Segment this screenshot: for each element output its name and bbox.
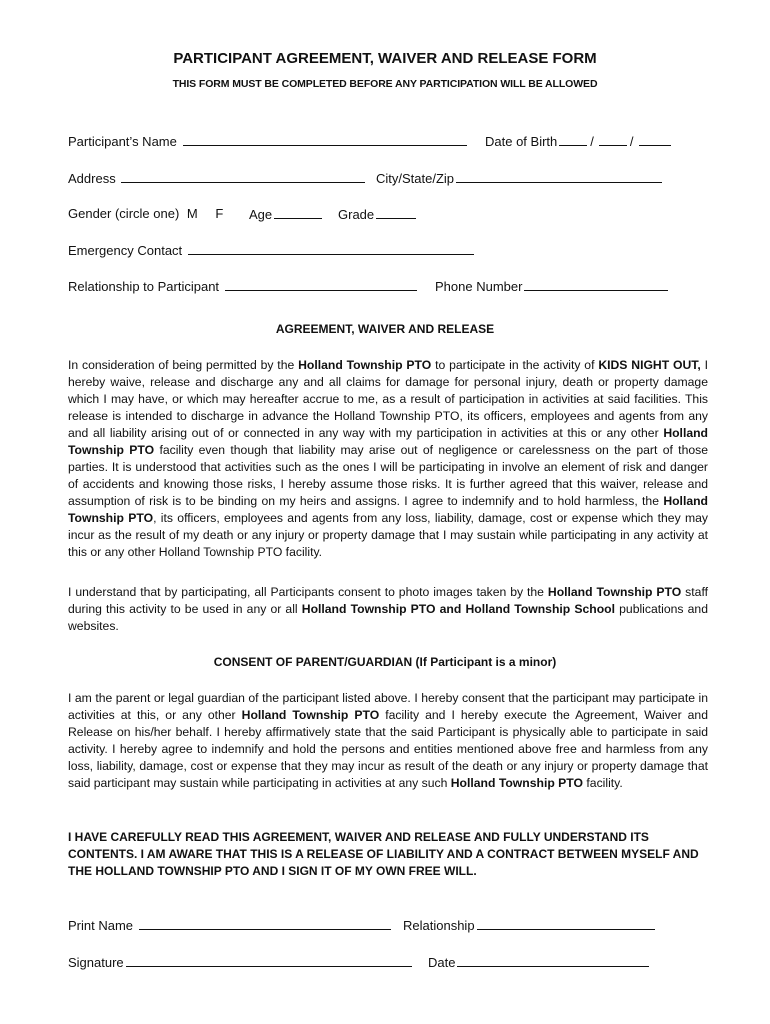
relationship-field[interactable]: [225, 278, 417, 291]
age-row: [249, 206, 322, 223]
age-field[interactable]: [274, 206, 322, 219]
date-label: Date: [428, 955, 456, 970]
print-name-label: Print Name: [68, 918, 134, 933]
grade-field[interactable]: [376, 206, 416, 219]
city-state-zip-field[interactable]: [456, 170, 662, 183]
signature-row: [68, 954, 412, 971]
guardian-relationship-field[interactable]: [477, 917, 655, 930]
signature-label: Signature: [68, 955, 124, 970]
print-name-field[interactable]: [139, 917, 391, 930]
signature-field[interactable]: [126, 954, 412, 967]
city-state-zip-row: [376, 170, 662, 187]
address-label: Address: [68, 171, 116, 186]
participant-name-row: [68, 133, 467, 150]
form-subtitle: THIS FORM MUST BE COMPLETED BEFORE ANY PARTICIPATION WILL BE ALLOWED: [172, 78, 598, 90]
grade-label: Grade: [338, 207, 375, 222]
acknowledgement-statement: I HAVE CAREFULLY READ THIS AGREEMENT, WAIVER AND RELEASE AND FULLY UNDERSTAND ITS CONTENTS. I AM AWARE THAT THIS IS A RELEASE OF LIABILITY AND A CONTRACT BETWEEN MYSELF AND THE HOLLAND TOWNSHIP PTO AND I SIGN IT OF MY OWN FREE WILL.: [68, 830, 699, 878]
date-field[interactable]: [457, 954, 649, 967]
dob-year-field[interactable]: [639, 133, 671, 146]
emergency-contact-field[interactable]: [188, 242, 474, 255]
guardian-relationship-row: [403, 917, 655, 934]
participant-name-label: Participant’s Name: [68, 134, 177, 149]
relationship-label: Relationship to Participant: [68, 279, 220, 294]
consent-paragraph: I am the parent or legal guardian of the participant listed above. I hereby consent that the participant may participate in activities at this, or any other Holland Township PTO facility and I hereby execute the Agreement, Waiver and Release on his/her behalf. I hereby affirmatively state that the said Participant is physically able to participate in said activity. I hereby agree to indemnify and hold the persons and entities mentioned above free and harmless from any loss, liability, damage, cost or expense that they may incur as result of the death or any injury or property damage that said participant may sustain while participating in activities at any such Holland Township PTO facility.: [68, 691, 708, 790]
photo-consent-paragraph: I understand that by participating, all Participants consent to photo images taken by the Holland Township PTO staff during this activity to be used in any or all Holland Township PTO and Holland Township School publications and websites.: [68, 585, 708, 633]
agreement-heading: AGREEMENT, WAIVER AND RELEASE: [275, 322, 495, 336]
dob-separator: /: [590, 134, 594, 149]
dob-month-field[interactable]: [559, 133, 587, 146]
gender-row: [68, 206, 223, 222]
dob-day-field[interactable]: [599, 133, 627, 146]
gender-option-f[interactable]: F: [215, 206, 224, 221]
phone-row: [435, 278, 668, 295]
guardian-relationship-label: Relationship: [403, 918, 475, 933]
form-title: PARTICIPANT AGREEMENT, WAIVER AND RELEASE FORM: [173, 50, 597, 67]
gender-option-m[interactable]: M: [186, 206, 198, 221]
address-row: [68, 170, 365, 187]
date-row: [428, 954, 649, 971]
agreement-paragraph: In consideration of being permitted by the Holland Township PTO to participate in the activity of KIDS NIGHT OUT, I hereby waive, release and discharge any and all claims for damage for personal injury, death or property damage which I may have, or which may hereafter accrue to me, as a result of participation in activities at said facilities. This release is intended to discharge in advance the Holland Township PTO, its officers, employees and agents from any and all liability arising out of or connected in any way with my participation in activities at this or any other Holland Township PTO facility even though that liability may arise out of negligence or carelessness on the part of those parties. It is understood that activities such as the ones I will be participating in involve an element of risk and danger of accidents and knowing those risks, I hereby assume those risks. It is further agreed that this waiver, release and assumption of risk is to be binding on my heirs and assigns. I agree to indemnify and to hold harmless, the Holland Township PTO, its officers, employees and agents from any loss, liability, damage, cost or expense which they may incur as the result of my death or any injury or property damage that I may sustain while participating in any activity at this or any other Holland Township PTO facility.: [68, 358, 708, 559]
grade-row: [338, 206, 416, 223]
dob-separator: /: [629, 134, 634, 149]
date-of-birth-row: [485, 133, 671, 150]
relationship-row: [68, 278, 417, 295]
emergency-contact-row: [68, 242, 474, 259]
phone-field[interactable]: [524, 278, 668, 291]
gender-label: Gender (circle one): [68, 206, 180, 221]
print-name-row: [68, 917, 391, 934]
phone-label: Phone Number: [435, 279, 523, 294]
emergency-contact-label: Emergency Contact: [68, 243, 183, 258]
consent-heading: CONSENT OF PARENT/GUARDIAN (If Participant is a minor): [213, 655, 557, 669]
city-state-zip-label: City/State/Zip: [376, 171, 455, 186]
address-field[interactable]: [121, 170, 365, 183]
participant-name-field[interactable]: [183, 133, 467, 146]
date-of-birth-label: Date of Birth: [485, 134, 558, 149]
age-label: Age: [249, 207, 273, 222]
